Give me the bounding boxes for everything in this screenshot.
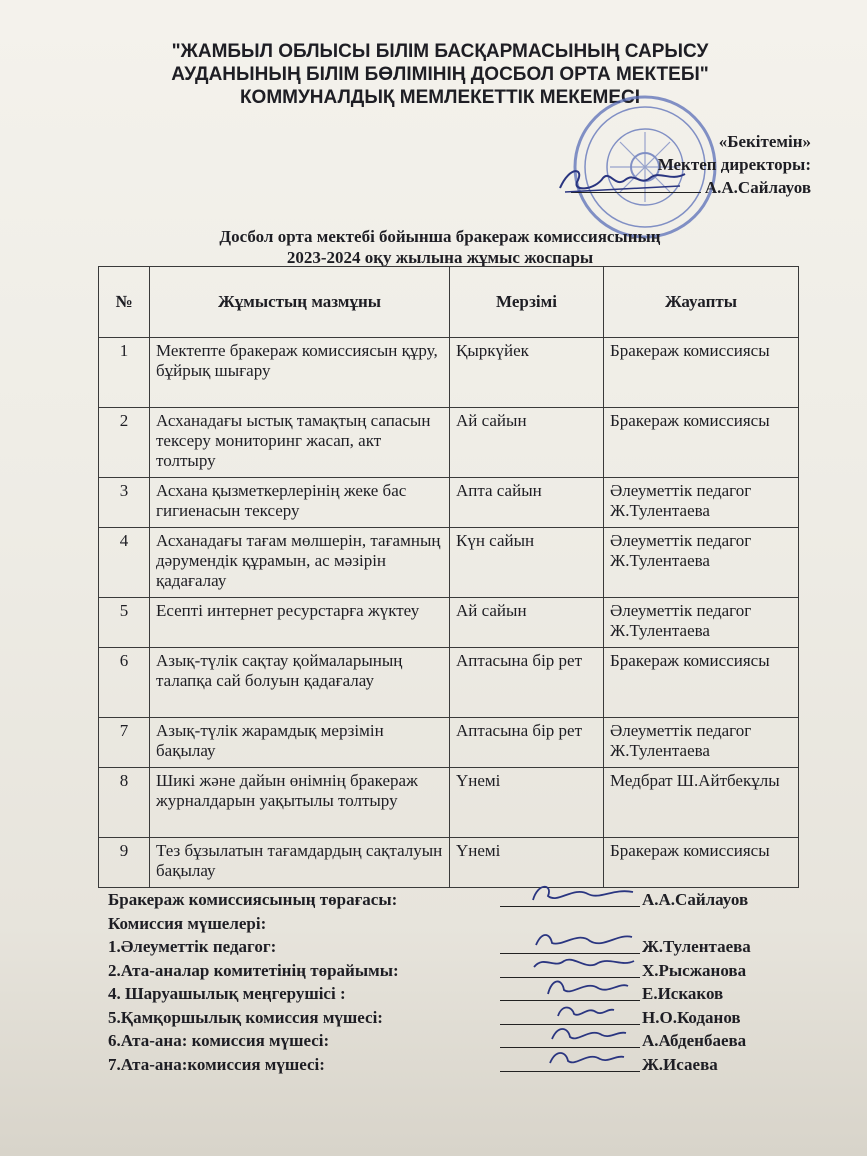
header-number: № [99, 267, 150, 338]
row-content: Асхана қызметкерлерінің жеке бас гигиенасын тексеру [150, 478, 450, 528]
title-line-2: 2023-2024 оқу жылына жұмыс жоспары [286, 248, 594, 267]
row-content: Азық-түлік жарамдық мерзімін бақылау [150, 718, 450, 768]
row-responsible: Әлеуметтік педагог Ж.Тулентаева [604, 718, 799, 768]
row-term: Аптасына бір рет [450, 648, 604, 718]
row-responsible: Бракераж комиссиясы [604, 838, 799, 888]
table-row [99, 718, 799, 768]
members-title: Комиссия мүшелері: [108, 913, 267, 933]
header-line-1: "ЖАМБЫЛ ОБЛЫСЫ БІЛІМ БАСҚАРМАСЫНЫҢ САРЫСУ [171, 41, 709, 62]
row-number: 6 [99, 648, 150, 718]
signature-icon [528, 1043, 638, 1073]
approval-position: Мектеп директоры: [657, 155, 811, 174]
row-term: Апта сайын [450, 478, 604, 528]
row-number: 7 [99, 718, 150, 768]
member-row [108, 959, 808, 983]
row-number: 9 [99, 838, 150, 888]
row-term: Үнемі [450, 838, 604, 888]
signature-icon [528, 878, 638, 908]
row-term: Аптасына бір рет [450, 718, 604, 768]
header-term: Мерзімі [450, 267, 604, 338]
signatures-block [108, 888, 808, 1076]
row-responsible: Бракераж комиссиясы [604, 408, 799, 478]
table-row [99, 838, 799, 888]
chair-name: А.А.Сайлауов [642, 890, 749, 909]
member-name: Н.О.Коданов [642, 1007, 741, 1027]
row-content: Есепті интернет ресурстарға жүктеу [150, 598, 450, 648]
director-signature-icon [555, 160, 690, 200]
row-number: 4 [99, 528, 150, 598]
row-responsible: Әлеуметтік педагог Ж.Тулентаева [604, 478, 799, 528]
table-row [99, 768, 799, 838]
table-row [99, 528, 799, 598]
header-content: Жұмыстың мазмұны [150, 267, 450, 338]
row-number: 3 [99, 478, 150, 528]
row-term: Ай сайын [450, 408, 604, 478]
header-line-2: АУДАНЫНЫҢ БІЛІМ БӨЛІМІНІҢ ДОСБОЛ ОРТА МЕКТЕБІ" [171, 64, 709, 85]
work-plan-table [98, 266, 799, 888]
row-content: Шикі және дайын өнімнің бракераж журналдарын уақытылы толтыру [150, 768, 450, 838]
chair-row [108, 888, 808, 912]
header-line-3: КОММУНАЛДЫҚ МЕМЛЕКЕТТІК МЕКЕМЕСІ [239, 87, 641, 108]
header-responsible: Жауапты [604, 267, 799, 338]
member-role: 5.Қамқоршылық комиссия мүшесі: [108, 1007, 383, 1027]
row-responsible: Әлеуметтік педагог Ж.Тулентаева [604, 528, 799, 598]
member-row [108, 1053, 808, 1077]
members-title-row [108, 912, 808, 936]
row-term: Үнемі [450, 768, 604, 838]
row-content: Мектепте бракераж комиссиясын құру, бұйрық шығару [150, 338, 450, 408]
member-role: 2.Ата-аналар комитетінің төрайымы: [108, 960, 399, 980]
row-number: 1 [99, 338, 150, 408]
row-number: 2 [99, 408, 150, 478]
table-row [99, 478, 799, 528]
row-content: Азық-түлік сақтау қоймаларының талапқа сай болуын қадағалау [150, 648, 450, 718]
row-term: Қыркүйек [450, 338, 604, 408]
chair-role: Бракераж комиссиясының төрағасы: [108, 890, 398, 909]
approval-name: А.А.Сайлауов [704, 178, 811, 197]
approval-title: «Бекітемін» [718, 132, 811, 151]
table-row [99, 338, 799, 408]
member-role: 4. Шаруашылық меңгерушісі : [108, 984, 346, 1003]
member-row [108, 935, 808, 959]
member-role: 6.Ата-ана: комиссия мүшесі: [108, 1031, 330, 1050]
row-responsible: Бракераж комиссиясы [604, 648, 799, 718]
row-number: 5 [99, 598, 150, 648]
member-name: А.Абденбаева [642, 1031, 747, 1050]
title-line-1: Досбол орта мектебі бойынша бракераж комиссиясының [219, 227, 661, 246]
row-term: Күн сайын [450, 528, 604, 598]
row-content: Тез бұзылатын тағамдардың сақталуын бақылау [150, 838, 450, 888]
member-name: Ж.Тулентаева [642, 937, 751, 956]
member-row [108, 1029, 808, 1053]
table-row [99, 408, 799, 478]
member-name: Е.Искаков [642, 984, 724, 1003]
member-role: 1.Әлеуметтік педагог: [108, 937, 277, 956]
row-responsible: Әлеуметтік педагог Ж.Тулентаева [604, 598, 799, 648]
table-row [99, 598, 799, 648]
member-name: Ж.Исаева [642, 1054, 718, 1074]
table-row [99, 648, 799, 718]
row-content: Асханадағы тағам мөлшерін, тағамның дәрумендік құрамын, ас мәзірін қадағалау [150, 528, 450, 598]
member-row [108, 982, 808, 1006]
member-row [108, 1006, 808, 1030]
member-name: Х.Рысжанова [642, 960, 747, 980]
row-number: 8 [99, 768, 150, 838]
row-responsible: Бракераж комиссиясы [604, 338, 799, 408]
row-responsible: Медбрат Ш.Айтбекұлы [604, 768, 799, 838]
table-header-row [99, 267, 799, 338]
row-term: Ай сайын [450, 598, 604, 648]
member-role: 7.Ата-ана:комиссия мүшесі: [108, 1054, 325, 1074]
row-content: Асханадағы ыстық тамақтың сапасын тексеру мониторинг жасап, акт толтыру [150, 408, 450, 478]
document-title [120, 226, 760, 268]
